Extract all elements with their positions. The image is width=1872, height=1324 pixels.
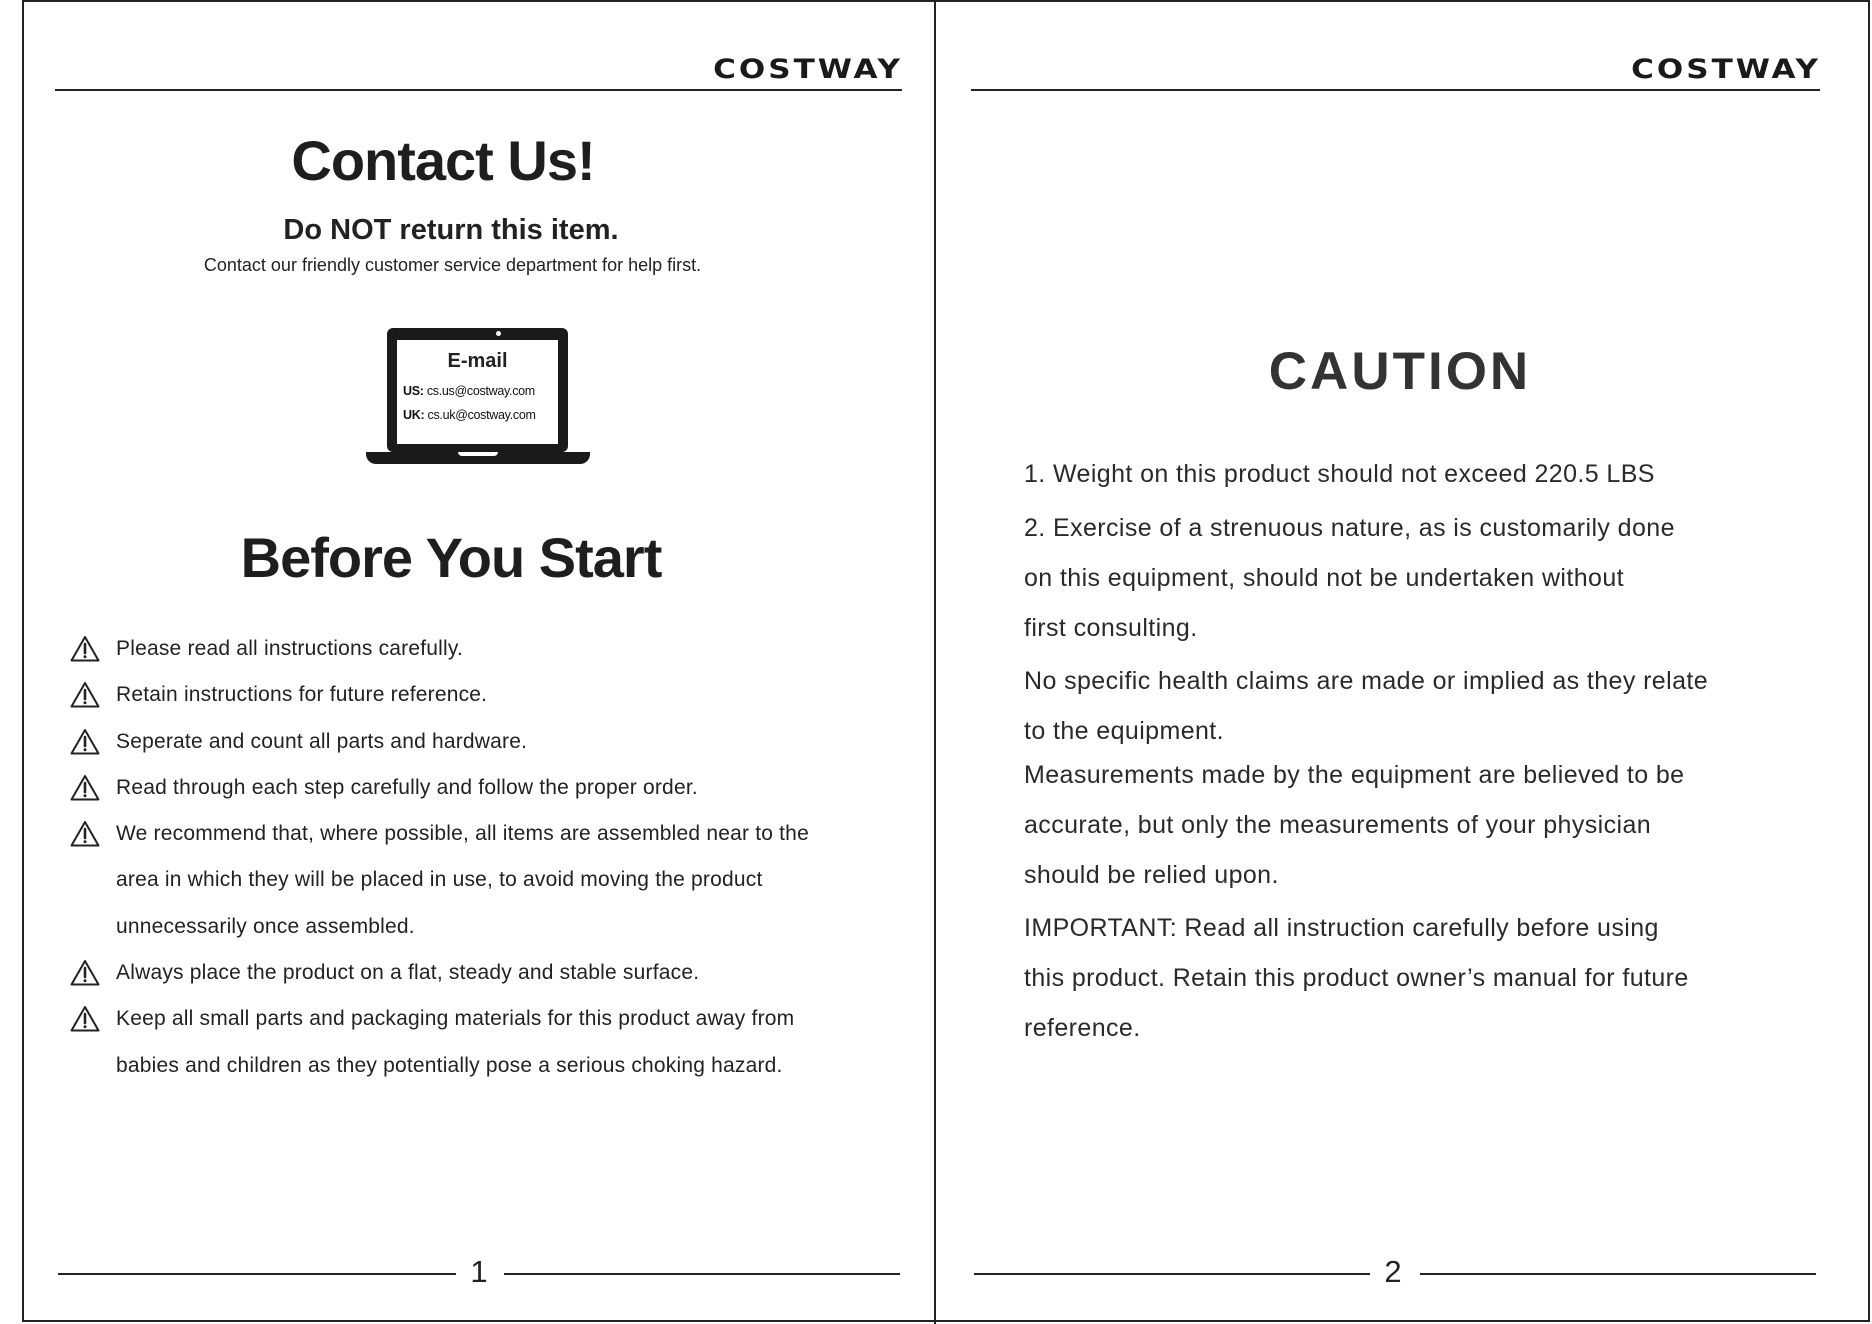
warning-list [68,632,908,1095]
email-us-label: US: [403,384,424,398]
email-title: E-mail [447,350,508,372]
warning-triangle-icon [70,774,100,801]
page-2 [936,0,1872,1324]
footer-rule-left [58,1273,456,1275]
email-us-value[interactable]: cs.us@costway.com [426,384,535,398]
page-number: 1 [470,1254,488,1289]
warning-item [68,956,908,1002]
caution-line: 1. Weight on this product should not exceed 220.5 LBS [1024,460,1655,488]
caution-title-text: CAUTION [1268,342,1532,401]
header-rule [971,89,1820,91]
warning-text: Keep all small parts and packaging materials for this product away from [116,1007,795,1031]
email-uk-value[interactable]: cs.uk@costway.com [427,408,536,422]
caution-line: 2. Exercise of a strenuous nature, as is customarily done [1024,514,1675,542]
caution-line: first consulting. [1024,614,1198,642]
warning-text: Retain instructions for future reference. [116,683,488,707]
warning-text: unnecessarily once assembled. [116,914,415,938]
warning-item [68,632,908,678]
header-rule [55,89,902,91]
warning-item [68,725,908,771]
warning-triangle-icon [70,728,100,755]
footer-rule-right [1420,1273,1816,1275]
warning-text: Always place the product on a flat, steady and stable surface. [116,961,700,985]
laptop-email-illustration [366,328,590,468]
warning-text: babies and children as they potentially pose a serious choking hazard. [116,1053,783,1077]
brand-logo: COSTWAY [1631,54,1821,85]
caution-line: IMPORTANT: Read all instruction carefully before using [1024,914,1659,942]
return-warning-text: Do NOT return this item. [283,214,619,246]
email-us [403,384,535,398]
warning-text: Read through each step carefully and follow the proper order. [116,775,698,799]
caution-line: reference. [1024,1014,1141,1042]
warning-text: Please read all instructions carefully. [116,637,464,660]
caution-line: on this equipment, should not be undertaken without [1024,564,1624,592]
footer-rule-right [504,1273,900,1275]
warning-triangle-icon [70,681,100,708]
contact-note-text: Contact our friendly customer service department for help first. [203,255,702,275]
page-number: 2 [1384,1254,1402,1289]
caution-line: No specific health claims are made or implied as they relate [1024,667,1709,695]
contact-note [0,255,936,276]
warning-item [68,771,908,817]
warning-triangle-icon [70,959,100,986]
laptop-camera [496,331,501,336]
section-title-text: Before You Start [240,526,662,589]
warning-text: We recommend that, where possible, all items are assembled near to the [116,822,809,846]
caution-line: this product. Retain this product owner’s manual for future [1024,964,1689,992]
caution-line: Measurements made by the equipment are believed to be [1024,761,1685,789]
caution-line: should be relied upon. [1024,861,1279,889]
brand-logo: COSTWAY [713,54,903,85]
laptop-notch [458,452,498,456]
caution-title [936,341,1872,402]
email-uk [403,408,536,422]
page-footer [974,1252,1816,1296]
contact-title-text: Contact Us! [291,129,595,192]
caution-line: to the equipment. [1024,717,1224,745]
warning-item [68,678,908,724]
page-footer [58,1252,900,1296]
warning-triangle-icon [70,820,100,847]
return-warning [0,214,936,247]
warning-triangle-icon [70,1005,100,1032]
email-uk-label: UK: [403,408,425,422]
warning-text: area in which they will be placed in use, to avoid moving the product [116,868,763,892]
section-title [0,525,936,590]
contact-title [0,128,936,193]
warning-item [68,817,908,956]
warning-item [68,1002,908,1095]
caution-line: accurate, but only the measurements of your physician [1024,811,1652,839]
warning-triangle-icon [70,635,100,662]
warning-text: Seperate and count all parts and hardware. [116,729,528,753]
footer-rule-left [974,1273,1370,1275]
